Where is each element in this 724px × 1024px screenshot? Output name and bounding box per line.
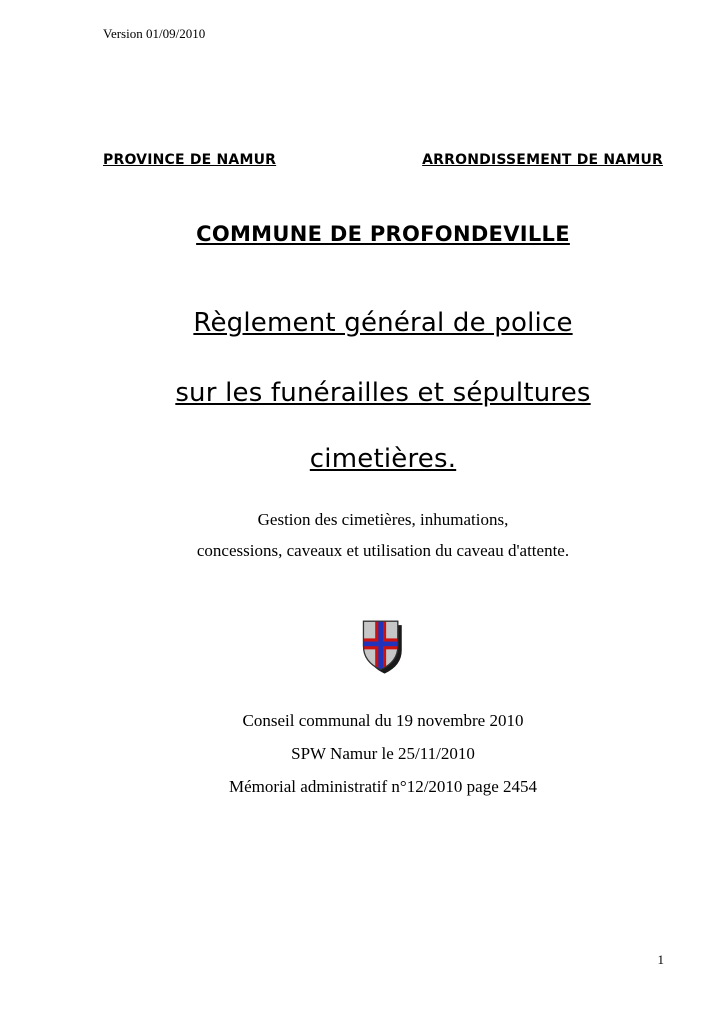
province-heading: PROVINCE DE NAMUR — [103, 152, 277, 168]
header-row — [103, 152, 663, 168]
council-date-line: Conseil communal du 19 novembre 2010 — [242, 711, 524, 730]
commune-heading: COMMUNE DE PROFONDEVILLE — [196, 222, 570, 246]
coat-of-arms-container — [103, 618, 663, 681]
memorial-reference-line: Mémorial administratif n°12/2010 page 2454 — [228, 777, 538, 796]
subtitle-line-2: concessions, caveaux et utilisation du caveau d'attente. — [196, 541, 570, 560]
profondeville-coat-of-arms-icon — [358, 618, 408, 676]
subtitle-line-1: Gestion des cimetières, inhumations, — [257, 510, 509, 529]
spw-date-line: SPW Namur le 25/11/2010 — [291, 744, 475, 763]
main-title-line-3: cimetières. — [309, 444, 457, 474]
page-number: 1 — [657, 952, 664, 967]
version-label: Version 01/09/2010 — [103, 26, 206, 41]
main-title-line-2: sur les funérailles et sépultures — [175, 378, 591, 408]
main-title-line-1: Règlement général de police — [193, 308, 573, 338]
arrondissement-heading: ARRONDISSEMENT DE NAMUR — [422, 152, 663, 168]
